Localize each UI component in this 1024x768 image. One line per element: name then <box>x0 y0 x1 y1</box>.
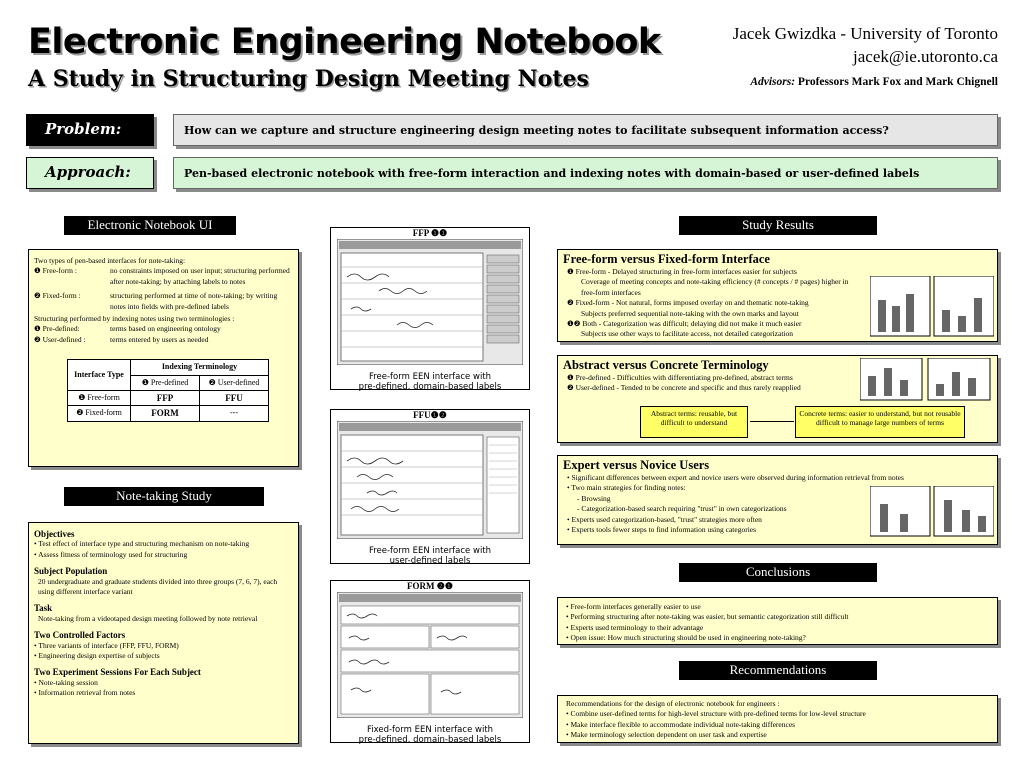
ui-item-fixedform <box>34 291 293 312</box>
table-cell-ffu: FFU <box>200 391 269 406</box>
factors-title: Two Controlled Factors <box>34 630 126 641</box>
advisors-line <box>750 76 998 88</box>
author-affiliation: Jacek Gwizdka - University of Toronto <box>732 24 998 43</box>
task-text: Note-taking from a videotaped design meeting followed by note retrieval <box>38 613 258 623</box>
ui-item-text: structuring performed at time of note-taking; by writing notes into fields with pre-defined labels <box>110 291 278 311</box>
author-email: jacek@ie.utoronto.ca <box>853 47 998 66</box>
en-results-panel <box>557 455 998 545</box>
approach-label: Approach: <box>26 157 154 189</box>
conclusion-item: • Performing structuring after note-taking was easier, but semantic categorization still difficult <box>566 612 849 622</box>
ff-line: ❶ Free-form - Delayed structuring in free-form interfaces easier for subjects <box>567 267 797 276</box>
ui-item-label: ❷ Fixed-form : <box>34 291 81 301</box>
ffu-screenshot-panel <box>330 409 530 564</box>
abstract-terms-box: Abstract terms: reusable, but difficult to understand <box>640 406 748 438</box>
en-line: - Browsing <box>577 493 611 503</box>
problem-statement: How can we capture and structure engineering design meeting notes to facilitate subsequent information access? <box>173 114 998 146</box>
objectives-title: Objectives <box>34 529 75 539</box>
terms-arrow-line <box>750 421 794 422</box>
population-text: 20 undergraduate and graduate students divided into three groups (7, 6, 7), each using different interface variant <box>38 576 278 597</box>
ac-results-graphs <box>860 358 994 402</box>
problem-label: Problem: <box>26 114 154 146</box>
ui-item-label: ❶ Free-form : <box>34 266 77 276</box>
table-cell-na: --- <box>200 406 269 421</box>
recommendation-item: • Combine user-defined terms for high-level structure with pre-defined terms for low-level structure <box>566 709 866 719</box>
recommendations-panel <box>557 695 998 743</box>
table-cell-ffp: FFP <box>131 391 200 406</box>
ui-term-predefined <box>34 324 293 334</box>
ui-item-text: no constraints imposed on user input; structuring performed after note-taking; by attaching labels to notes <box>110 266 290 286</box>
objective-item: • Test effect of interface type and structuring mechanism on note-taking <box>34 539 250 549</box>
form-screenshot-panel <box>330 580 530 743</box>
advisors-label: Advisors: <box>750 76 796 88</box>
ac-line: ❶ Pre-defined - Difficulties with differentiating pre-defined, abstract terms <box>567 373 793 382</box>
form-caption-2: pre-defined, domain-based labels <box>358 735 502 745</box>
table-row-freeform: ❶ Free-form <box>68 391 131 406</box>
en-line: • Experts used categorization-based, "trust" strategies more often <box>567 514 762 524</box>
ui-term-text: terms entered by users as needed <box>110 334 209 344</box>
recommendation-item: • Make terminology selection dependent on user task and expertise <box>566 730 767 740</box>
factor-item: • Three variants of interface (FFP, FFU, FORM) <box>34 640 179 650</box>
ff-line: Coverage of meeting concepts and note-taking efficiency (# concepts / # pages) higher in free-form interfaces <box>581 277 849 297</box>
ui-section-panel <box>28 249 299 467</box>
en-line: • Experts tools fewer steps to find information using categories <box>567 525 757 535</box>
ffu-caption-2: user-defined labels <box>389 556 471 566</box>
poster-title: Electronic Engineering Notebook <box>28 22 661 62</box>
ff-results-panel <box>557 249 998 342</box>
conclusion-item: • Experts used terminology to their advantage <box>566 622 704 632</box>
ui-structuring: Structuring performed by indexing notes using two terminologies : <box>34 314 235 324</box>
conclusions-panel <box>557 597 998 645</box>
conclusions-heading: Conclusions <box>679 563 877 582</box>
ui-term-label: ❶ Pre-defined: <box>34 324 80 334</box>
results-section-heading: Study Results <box>679 216 877 235</box>
recommendations-heading: Recommendations <box>679 661 877 680</box>
ui-term-text: terms based on engineering ontology <box>110 324 221 334</box>
session-item: • Note-taking session <box>34 677 98 687</box>
ff-results-title: Free-form versus Fixed-form Interface <box>563 252 770 266</box>
poster-subtitle: A Study in Structuring Design Meeting Notes <box>28 66 589 92</box>
ff-line: ❷ Fixed-form - Not natural, forms imposed overlay on and thematic note-taking <box>567 298 809 308</box>
en-line: - Categorization-based search requiring "trust" in own categorizations <box>577 504 787 514</box>
table-interface-type: Interface Type <box>68 360 131 391</box>
indexing-table <box>67 359 269 422</box>
ui-section-heading: Electronic Notebook UI <box>64 216 236 235</box>
ff-line: Subjects preferred sequential note-taking with the own marks and layout <box>581 308 799 318</box>
ff-line: Subjects use other ways to facilitate access, not detailed categorization <box>581 329 794 339</box>
ui-term-label: ❷ User-defined : <box>34 334 86 344</box>
ac-line: ❷ User-defined - Tended to be concrete and specific and thus rarely reapplied <box>567 383 801 393</box>
study-section-heading: Note-taking Study <box>64 487 264 506</box>
advisors-names: Professors Mark Fox and Mark Chignell <box>797 76 998 88</box>
table-cell-form: FORM <box>131 406 200 421</box>
table-row-fixedform: ❷ Fixed-form <box>68 406 131 421</box>
en-line: • Two main strategies for finding notes: <box>567 483 686 493</box>
recommendation-item: • Make interface flexible to accommodate individual note-taking differences <box>566 719 796 729</box>
ff-results-graphs <box>870 276 994 338</box>
ffp-caption-1: Free-form EEN interface with <box>368 372 492 382</box>
objective-item: • Assess fitness of terminology used for structuring <box>34 549 188 559</box>
study-section-panel <box>28 522 299 744</box>
conclusion-item: • Free-form interfaces generally easier to use <box>566 602 701 611</box>
table-col-userdefined: ❷ User-defined <box>200 375 269 390</box>
en-results-graphs <box>870 486 994 538</box>
session-item: • Information retrieval from notes <box>34 688 136 698</box>
ffp-interface-image <box>337 239 523 365</box>
ac-results-panel <box>557 355 998 443</box>
factor-item: • Engineering design expertise of subjects <box>34 651 160 661</box>
form-caption-1: Fixed-form EEN interface with <box>366 725 494 735</box>
ff-line: ❶❷ Both - Categorization was difficult; delaying did not make it much easier <box>567 319 802 329</box>
ffu-caption-1: Free-form EEN interface with <box>368 546 492 556</box>
form-interface-image <box>337 592 523 718</box>
form-title: FORM ❷❶ <box>407 581 453 591</box>
sessions-title: Two Experiment Sessions For Each Subject <box>34 667 201 678</box>
approach-statement: Pen-based electronic notebook with free-form interaction and indexing notes with domain-based or user-defined labels <box>173 157 998 189</box>
ffp-caption-2: pre-defined, domain-based labels <box>358 382 502 392</box>
en-results-title: Expert versus Novice Users <box>563 458 710 472</box>
ui-item-freeform <box>34 266 293 287</box>
ui-intro: Two types of pen-based interfaces for note-taking: <box>34 256 186 265</box>
ffp-title: FFP ❶❶ <box>412 228 448 238</box>
ffu-interface-image <box>337 421 523 539</box>
table-indexing-header: Indexing Terminology <box>131 360 269 375</box>
ffu-title: FFU❶❷ <box>413 410 447 420</box>
concrete-terms-box: Concrete terms: easier to understand, but not reusable difficult to manage large numbers of terms <box>795 406 965 438</box>
conclusion-item: • Open issue: How much structuring should be used in engineering note-taking? <box>566 633 806 643</box>
ffp-screenshot-panel <box>330 227 530 390</box>
en-line: • Significant differences between expert and novice users were observed during information retrieval from notes <box>567 473 904 482</box>
population-title: Subject Population <box>34 566 108 577</box>
ac-results-title: Abstract versus Concrete Terminology <box>563 358 769 372</box>
task-title: Task <box>34 603 53 614</box>
recommendations-intro: Recommendations for the design of electronic notebook for engineers : <box>566 699 780 708</box>
table-col-predefined: ❶ Pre-defined <box>131 375 200 390</box>
ui-term-userdefined <box>34 335 293 345</box>
